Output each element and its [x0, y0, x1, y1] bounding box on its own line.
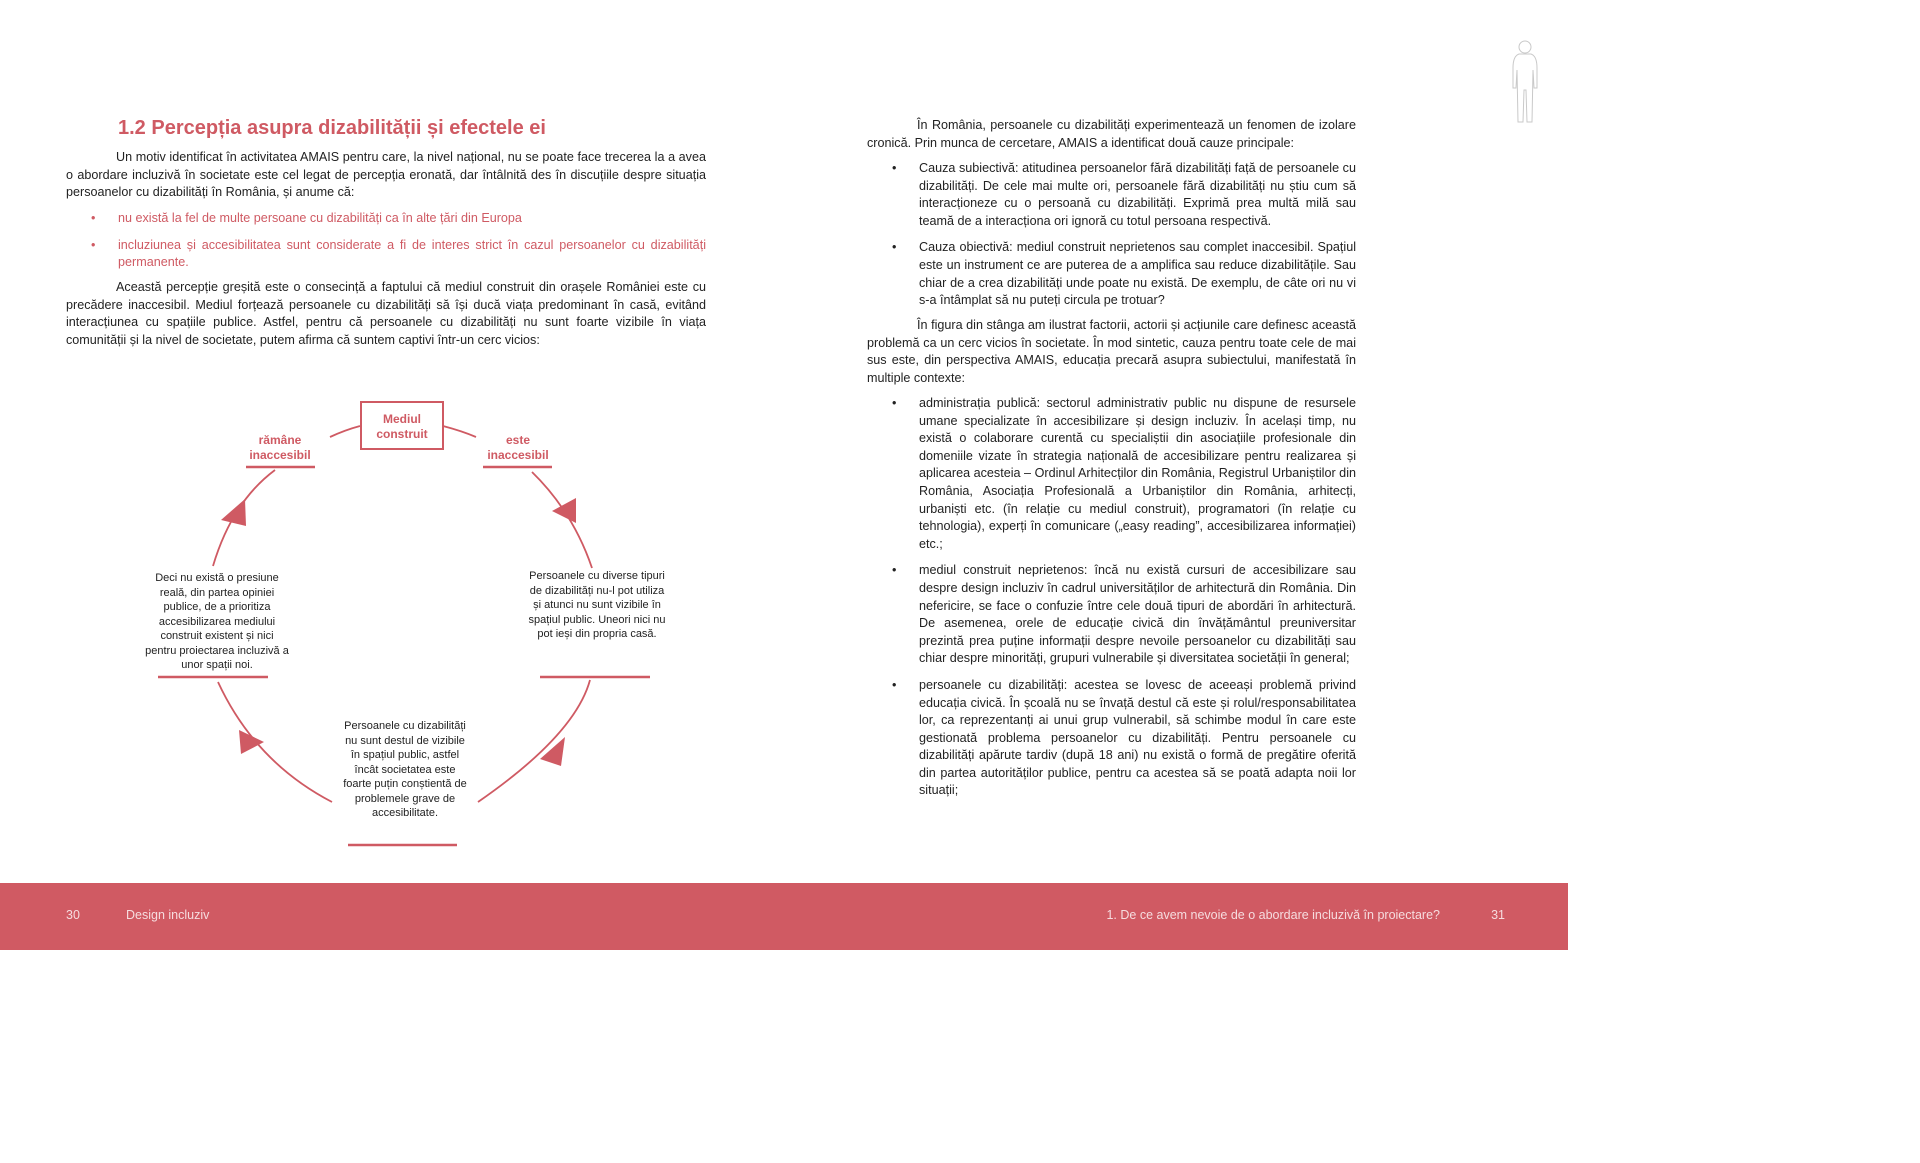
- list-item: • persoanele cu dizabilități: acestea se lovesc de aceeași problemă privind educația civică. În școală nu se învață destul că este și rolul/responsabilitatea lor, ca reprezentanți ai unui grup vulnerabil, să schimbe modul în care este gestionată problema persoanelor cu dizabilități. Pentru persoanele cu dizabilități apărute tardiv (după 18 ani) nu există o formă de pregătire oferită din partea autorităților publice, pentru ca acestea să se poată adapta noii lor situații;: [867, 677, 1356, 800]
- contexts-list: [867, 395, 1356, 809]
- cycle-node-right: Persoanele cu diverse tipuri de dizabilități nu-l pot utiliza și atunci nu sunt vizibile în spațiul public. Uneori nici nu pot ieși din propria casă.: [528, 570, 666, 640]
- list-item: • mediul construit neprietenos: încă nu există cursuri de accesibilizare sau despre design incluziv în cadrul universităților de arhitectură din România. Din nefericire, se face o confuzie între cele două tipuri de abordări în arhitectură. De asemenea, orele de educație civică din învățământul preuniversitar prezintă prea puține informații despre nevoile persoanelor cu dizabilități sau chiar despre minorități, grupuri vulnerabile și diversitatea societății în general;: [867, 562, 1356, 668]
- person-silhouette-icon: [1510, 38, 1540, 124]
- section-title: 1.2 Percepția asupra dizabilității și efectele ei: [118, 117, 546, 139]
- causes-list: [867, 160, 1356, 319]
- arrow-head-left: [221, 499, 246, 526]
- right-intro-paragraph: În România, persoanele cu dizabilități experimentează un fenomen de izolare cronică. Prin munca de cercetare, AMAIS a identificat două cauze principale:: [867, 118, 1356, 150]
- arrow-head-bottom-left: [239, 730, 264, 754]
- list-item: • administrația publică: sectorul administrativ public nu dispune de resursele umane specializate în accesibilizare și design incluziv. În același timp, nu există o colaborare curentă cu specialiștii din asociațiile profesionale din domeniile vizate în strategia națională de accesibilizare pentru realizarea și aplicarea acesteia – Ordinul Arhitecților din România, Registrul Urbaniștilor din România, Asociația Profesională a Urbaniștilor din România, arhitecți, urbaniști etc. (în relație cu mediul construit), programatori (în relație cu tehnologia), experți în comunicare („easy reading”, accesibilizarea informației) etc.;: [867, 395, 1356, 553]
- cycle-node-bottom: Persoanele cu dizabilități nu sunt destul de vizibile în spațiul public, astfel încât societatea este foarte puțin conștientă de problemele grave de accesibilitate.: [343, 720, 467, 819]
- footer-title-right: 1. De ce avem nevoie de o abordare incluzivă în proiectare?: [1106, 908, 1440, 922]
- left-second-paragraph: Această percepție greșită este o consecință a faptului că mediul construit din orașele României este cu precădere inaccesibil. Mediul forțează persoanele cu dizabilități să își ducă viața predominant în casă, evitând interacțiunea cu spațiile publice. Astfel, pentru că persoanele cu dizabilități nu sunt foarte vizibile în viața comunității și la nivel de societate, putem afirma că suntem captivi într-un cerc vicios:: [66, 280, 706, 347]
- label-is-inaccessible: este inaccesibil: [487, 433, 549, 462]
- footer-title-left: Design incluziv: [126, 908, 210, 922]
- left-intro-paragraph: Un motiv identificat în activitatea AMAIS pentru care, la nivel național, nu se poate face trecerea la a avea o abordare incluzivă în societate este cel legat de percepția eronată, dar întâlnită des în discuțiile despre situația persoanelor cu dizabilități în România, și anume că:: [66, 150, 706, 200]
- center-box-label: Mediul construit: [376, 412, 428, 441]
- page-number-right: 31: [1491, 908, 1505, 922]
- arrow-head-right: [552, 498, 576, 523]
- left-bullet-list: [66, 210, 706, 281]
- list-item: • incluziunea și accesibilitatea sunt considerate a fi de interes strict în cazul persoanelor cu dizabilități permanente.: [66, 237, 706, 272]
- list-item: • Cauza subiectivă: atitudinea persoanelor fără dizabilități față de persoanele cu dizabilități. De cele mai multe ori, persoanele fără dizabilități nu știu cum să interacționeze cu o persoană cu dizabilități. Exprimă prea multă milă sau teamă de a interacționa ori ignoră cu totul persoana respectivă.: [867, 160, 1356, 230]
- page-number-left: 30: [66, 908, 80, 922]
- list-item: • Cauza obiectivă: mediul construit neprietenos sau complet inaccesibil. Spațiul este un instrument ce are puterea de a amplifica sau reduce dizabilitățile. Sau chiar de a crea dizabilități unde poate nu există. De exemplu, de câte ori nu vi s-a întâmplat să nu puteți circula pe trotuar?: [867, 239, 1356, 309]
- cycle-node-left: Deci nu există o presiune reală, din partea opiniei publice, de a prioritiza accesibilizarea mediului construit existent și nici pentru proiectarea incluzivă a unor spații noi.: [145, 572, 289, 671]
- list-item: • nu există la fel de multe persoane cu dizabilități ca în alte țări din Europa: [66, 210, 706, 228]
- label-remains-inaccessible: rămâne inaccesibil: [249, 433, 311, 462]
- right-second-paragraph: În figura din stânga am ilustrat factorii, actorii și acțiunile care definesc această problemă ca un cerc vicios în societate. În mod sintetic, cauza pentru toate cele de mai sus este, din perspectiva AMAIS, educația precară asupra subiectului, manifestată în multiple contexte:: [867, 318, 1356, 385]
